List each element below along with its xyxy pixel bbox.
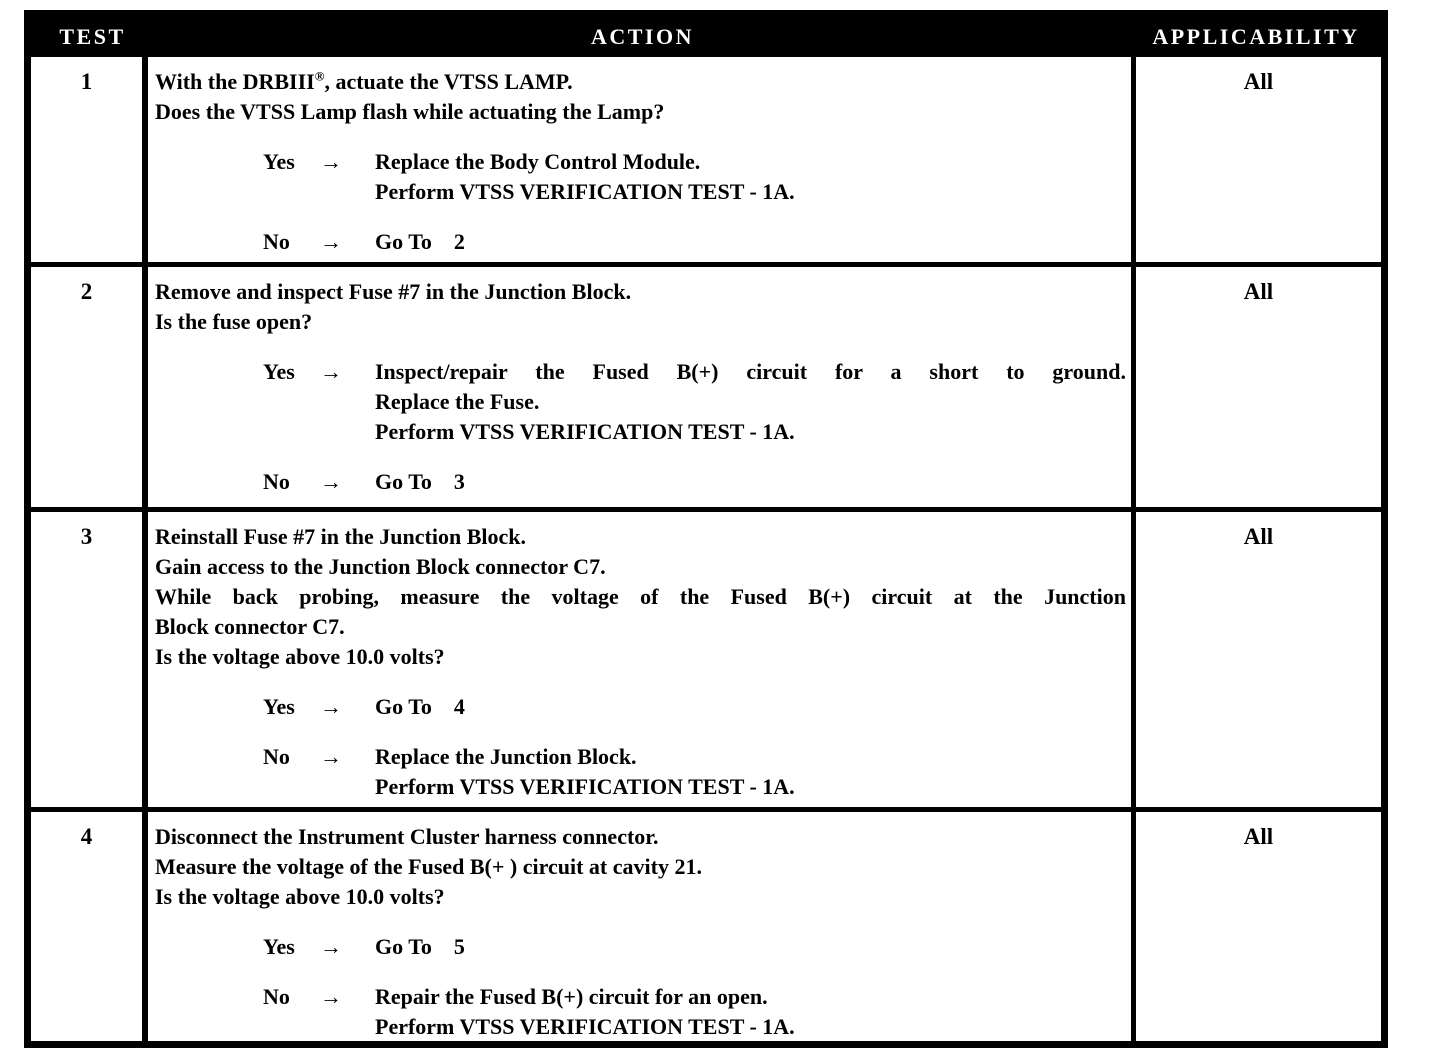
branch-action-line: Perform VTSS VERIFICATION TEST - 1A. — [375, 1014, 795, 1039]
branch-action-line: Perform VTSS VERIFICATION TEST - 1A. — [375, 419, 795, 444]
table-row — [31, 262, 1381, 507]
applicability-cell — [1131, 57, 1381, 262]
branch-no — [155, 982, 1126, 1041]
branch-action-line: Replace the Body Control Module. — [375, 149, 701, 174]
arrow-right-icon: → — [320, 359, 342, 384]
test-number-cell — [31, 267, 148, 507]
arrow-right-icon: → — [320, 744, 342, 769]
branch-actions — [375, 467, 1126, 497]
branch-action-line: Perform VTSS VERIFICATION TEST - 1A. — [375, 179, 795, 204]
action-line: Remove and inspect Fuse #7 in the Junction Block. — [155, 279, 632, 304]
branch-label: No — [263, 229, 290, 254]
branch-action-line: Perform VTSS VERIFICATION TEST - 1A. — [375, 774, 795, 799]
action-cell — [148, 267, 1131, 507]
column-header-action: ACTION — [590, 24, 694, 49]
test-number: 4 — [80, 824, 93, 849]
arrow-right-icon: → — [320, 469, 342, 494]
action-line: Does the VTSS Lamp flash while actuating the Lamp? — [155, 99, 665, 124]
branch-actions — [375, 692, 1126, 722]
action-line — [155, 67, 1126, 97]
test-number-cell — [31, 512, 148, 807]
branch-label: Yes — [263, 359, 295, 384]
action-line: While back probing, measure the voltage of the Fused B(+) circuit at the Junction — [155, 584, 1126, 609]
test-number-cell — [31, 57, 148, 262]
action-line: Gain access to the Junction Block connector C7. — [155, 554, 606, 579]
applicability-value: All — [1243, 524, 1274, 549]
action-line: Is the fuse open? — [155, 309, 313, 334]
table-row — [31, 507, 1381, 807]
branch-action-line: Go To 2 — [375, 229, 465, 254]
branch-actions — [375, 227, 1126, 257]
arrow-right-icon: → — [320, 694, 342, 719]
branch-label: Yes — [263, 694, 295, 719]
branch-actions — [375, 357, 1126, 447]
action-line: Is the voltage above 10.0 volts? — [155, 644, 445, 669]
column-header-test: TEST — [59, 24, 126, 49]
branch-actions — [375, 147, 1126, 207]
table-row — [31, 57, 1381, 262]
branch-action-line: Replace the Junction Block. — [375, 744, 637, 769]
branch-action-line: Inspect/repair the Fused B(+) circuit for a short to ground. — [375, 359, 1126, 384]
branch-actions — [375, 932, 1126, 962]
branch-yes — [155, 932, 1126, 962]
action-line: Reinstall Fuse #7 in the Junction Block. — [155, 524, 526, 549]
branch-label: Yes — [263, 149, 295, 174]
branch-yes — [155, 692, 1126, 722]
action-text: , actuate the VTSS LAMP. — [324, 69, 573, 94]
applicability-value: All — [1243, 279, 1274, 304]
branch-action-line: Go To 4 — [375, 694, 465, 719]
arrow-right-icon: → — [320, 149, 342, 174]
branch-actions — [375, 742, 1126, 802]
applicability-cell — [1131, 267, 1381, 507]
applicability-value: All — [1243, 824, 1274, 849]
applicability-value: All — [1243, 69, 1274, 94]
action-line: Is the voltage above 10.0 volts? — [155, 884, 445, 909]
branch-no — [155, 467, 1126, 497]
action-line: Disconnect the Instrument Cluster harness connector. — [155, 824, 659, 849]
branch-action-line: Go To 5 — [375, 934, 465, 959]
arrow-right-icon: → — [320, 229, 342, 254]
action-cell — [148, 57, 1131, 262]
table-row — [31, 807, 1381, 1041]
test-number: 2 — [80, 279, 93, 304]
branch-yes — [155, 357, 1126, 447]
branch-label: No — [263, 984, 290, 1009]
test-number: 3 — [80, 524, 93, 549]
branch-label: No — [263, 744, 290, 769]
action-line: Measure the voltage of the Fused B(+ ) circuit at cavity 21. — [155, 854, 702, 879]
table-header-row — [31, 17, 1381, 57]
action-line: Block connector C7. — [155, 614, 345, 639]
column-header-applicability: APPLICABILITY — [1152, 24, 1360, 49]
branch-label: No — [263, 469, 290, 494]
branch-actions — [375, 982, 1126, 1041]
test-number: 1 — [80, 69, 93, 94]
arrow-right-icon: → — [320, 934, 342, 959]
action-cell — [148, 812, 1131, 1041]
branch-action-line: Go To 3 — [375, 469, 465, 494]
applicability-cell — [1131, 812, 1381, 1041]
arrow-right-icon: → — [320, 984, 342, 1009]
registered-trademark-symbol: ® — [314, 68, 325, 84]
action-text: With the DRBIII — [155, 69, 315, 94]
diagnostic-test-table — [24, 10, 1388, 1048]
branch-action-line: Replace the Fuse. — [375, 389, 540, 414]
applicability-cell — [1131, 512, 1381, 807]
branch-no — [155, 742, 1126, 802]
branch-yes — [155, 147, 1126, 207]
branch-action-line: Repair the Fused B(+) circuit for an open. — [375, 984, 768, 1009]
test-number-cell — [31, 812, 148, 1041]
branch-label: Yes — [263, 934, 295, 959]
action-cell — [148, 512, 1131, 807]
branch-no — [155, 227, 1126, 257]
